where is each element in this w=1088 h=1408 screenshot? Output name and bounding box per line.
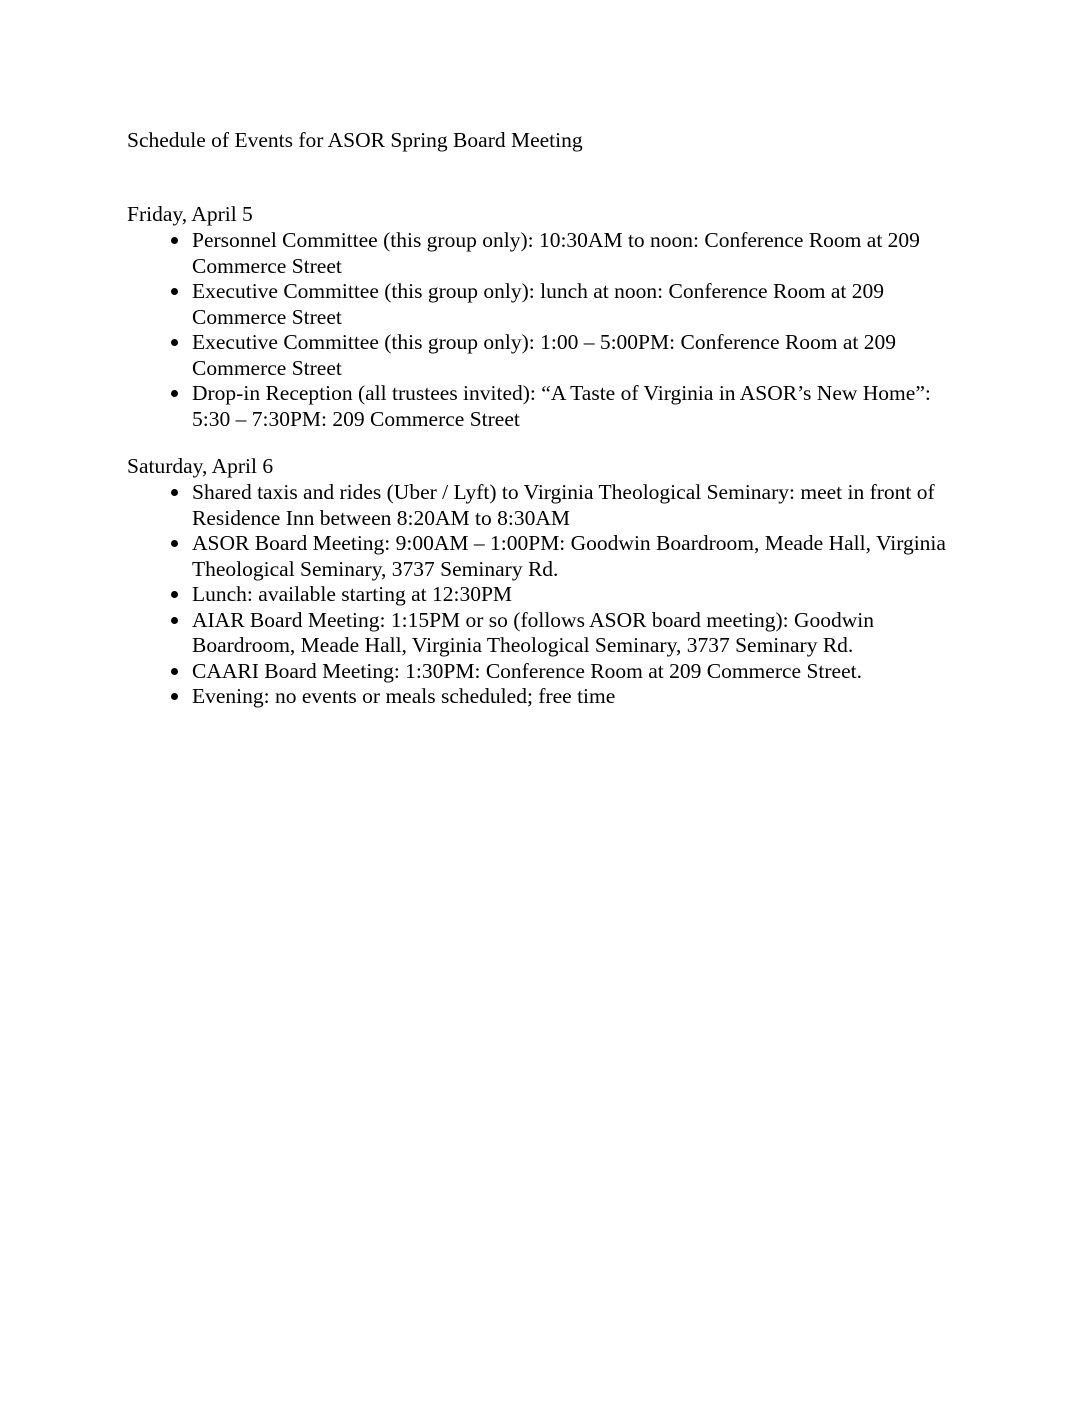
list-item <box>127 582 967 608</box>
event-text: Personnel Committee (this group only): 10:30AM to noon: Conference Room at 209 Commerce Street <box>192 228 920 278</box>
event-list-saturday <box>127 480 967 710</box>
list-item <box>127 228 967 279</box>
list-item <box>127 480 967 531</box>
bullet-icon <box>171 390 178 397</box>
bullet-icon <box>171 237 178 244</box>
bullet-icon <box>171 591 178 598</box>
bullet-icon <box>171 489 178 496</box>
event-list-friday <box>127 228 967 432</box>
bullet-icon <box>171 540 178 547</box>
bullet-icon <box>171 693 178 700</box>
event-text: Shared taxis and rides (Uber / Lyft) to Virginia Theological Seminary: meet in front of Residence Inn between 8:20AM to 8:30AM <box>192 480 935 530</box>
document-title: Schedule of Events for ASOR Spring Board Meeting <box>127 128 583 152</box>
list-item <box>127 381 967 432</box>
bullet-icon <box>171 339 178 346</box>
bullet-icon <box>171 668 178 675</box>
bullet-icon <box>171 288 178 295</box>
event-text: Executive Committee (this group only): 1:00 – 5:00PM: Conference Room at 209 Commerce Street <box>192 330 897 380</box>
day-heading-friday: Friday, April 5 <box>127 202 253 226</box>
list-item <box>127 608 967 659</box>
bullet-icon <box>171 617 178 624</box>
list-item <box>127 659 967 685</box>
event-text: CAARI Board Meeting: 1:30PM: Conference Room at 209 Commerce Street. <box>192 658 862 683</box>
event-text: ASOR Board Meeting: 9:00AM – 1:00PM: Goodwin Boardroom, Meade Hall, Virginia Theological Seminary, 3737 Seminary Rd. <box>192 531 946 581</box>
event-text: AIAR Board Meeting: 1:15PM or so (follows ASOR board meeting): Goodwin Boardroom, Meade Hall, Virginia Theological Seminary, 3737 Seminary Rd. <box>192 607 874 657</box>
event-text: Executive Committee (this group only): lunch at noon: Conference Room at 209 Commerce Street <box>192 279 885 329</box>
list-item <box>127 330 967 381</box>
event-text: Lunch: available starting at 12:30PM <box>192 582 513 606</box>
list-item <box>127 684 967 710</box>
day-heading-saturday: Saturday, April 6 <box>127 454 274 478</box>
event-text: Evening: no events or meals scheduled; free time <box>192 684 616 708</box>
list-item <box>127 531 967 582</box>
event-text: Drop-in Reception (all trustees invited): “A Taste of Virginia in ASOR’s New Home”: 5:30 – 7:30PM: 209 Commerce Street <box>192 381 931 431</box>
list-item <box>127 279 967 330</box>
